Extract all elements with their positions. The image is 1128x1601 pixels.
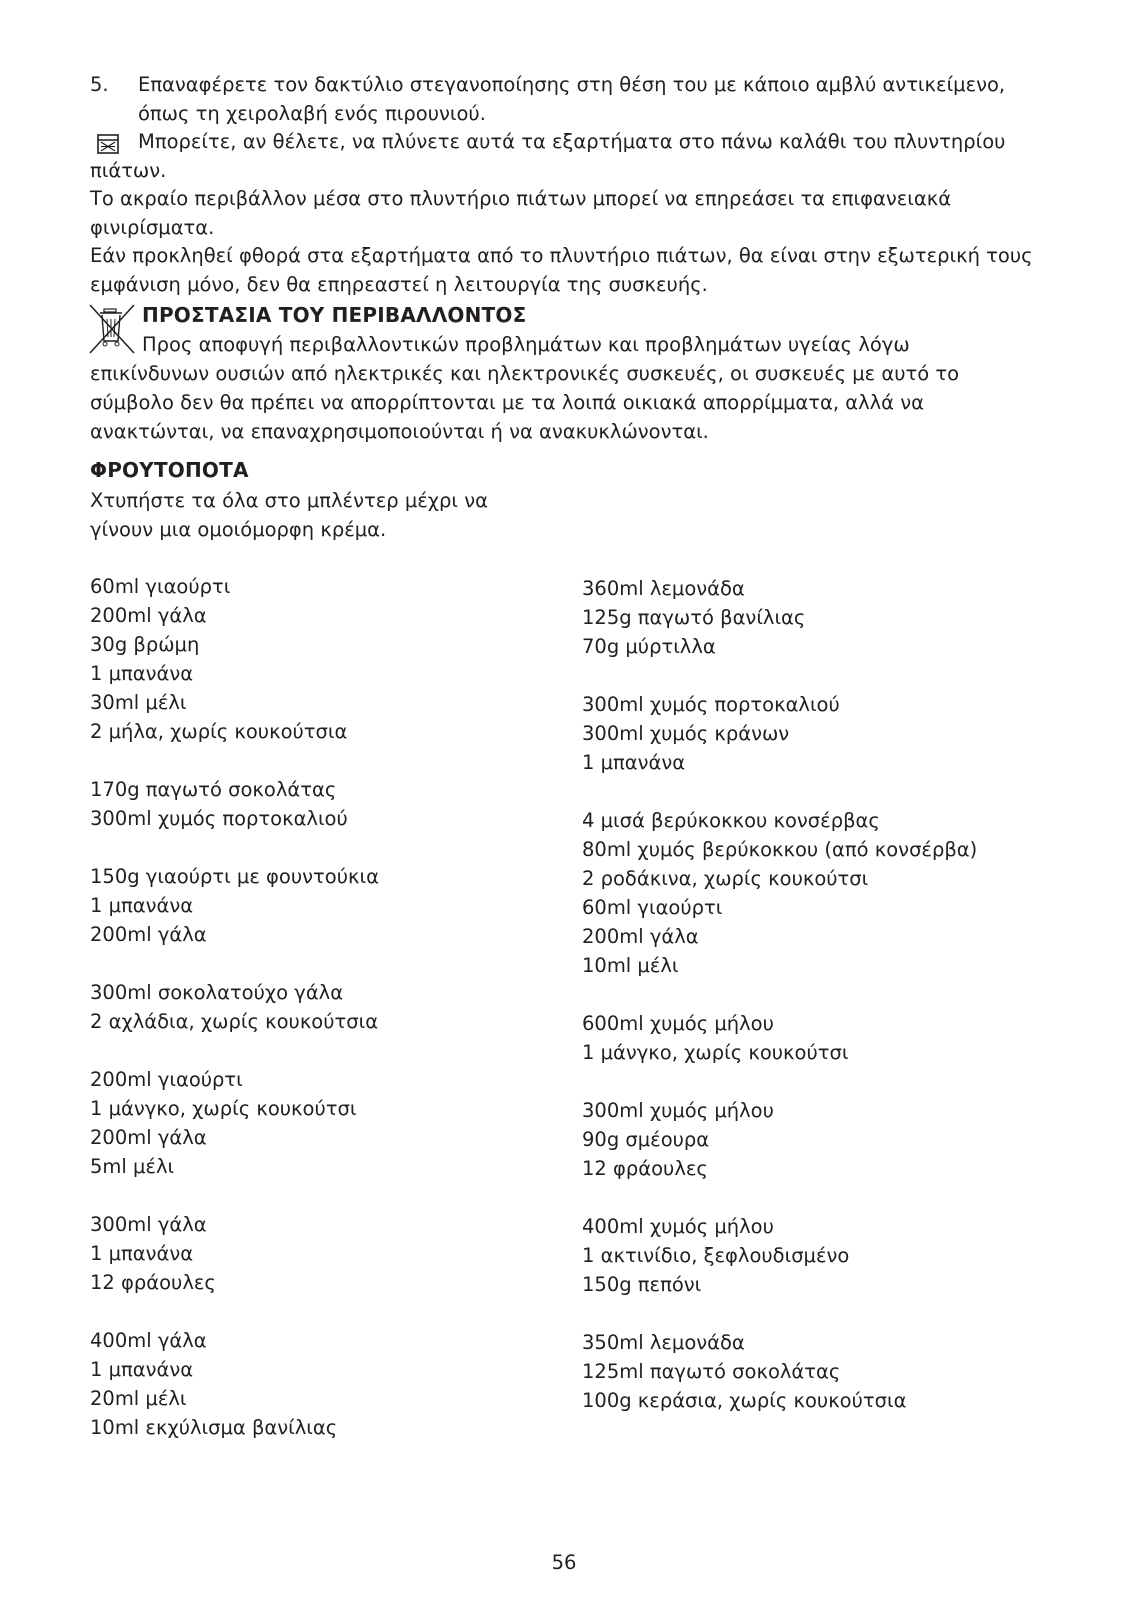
recipe-spacer (582, 1067, 977, 1096)
recipe-ingredient: 200ml γάλα (90, 604, 207, 627)
recipe-ingredient: 300ml χυμός κράνων (582, 722, 790, 745)
recipe-spacer (582, 1183, 977, 1212)
recipe-ingredient: 600ml χυμός μήλου (582, 1012, 774, 1035)
smoothies-intro-line-2: γίνουν μια ομοιόμορφη κρέμα. (90, 518, 387, 541)
recipe-spacer (90, 1297, 379, 1326)
recipe-ingredient: 1 μπανάνα (90, 1358, 194, 1381)
recipe (90, 862, 379, 949)
recipe-ingredient: 60ml γιαούρτι (582, 896, 723, 919)
page-number: 56 (551, 1551, 577, 1574)
recipe-ingredient: 1 μπανάνα (90, 894, 194, 917)
recipe-spacer (582, 661, 977, 690)
recipe-ingredient: 360ml λεμονάδα (582, 577, 745, 600)
recipe-ingredient: 80ml χυμός βερύκοκκου (από κονσέρβα) (582, 838, 978, 861)
recipe (582, 1212, 977, 1299)
recipe-ingredient: 12 φράουλες (582, 1157, 708, 1180)
recipe (90, 978, 379, 1036)
recipe-ingredient: 2 αχλάδια, χωρίς κουκούτσια (90, 1010, 379, 1033)
step-number: 5. (90, 73, 109, 96)
recipe (90, 775, 379, 833)
recipe-spacer (90, 833, 379, 862)
recipe-ingredient: 400ml γάλα (90, 1329, 207, 1352)
dishwasher-note-line-2: πιάτων. (90, 159, 167, 182)
environment-finish-note-line-1: Το ακραίο περιβάλλον μέσα στο πλυντήριο πιάτων μπορεί να επηρεάσει τα επιφανειακά (90, 187, 952, 210)
step-text-line-1: Επαναφέρετε τον δακτύλιο στεγανοποίησης στη θέση του με κάποιο αμβλύ αντικείμενο, (138, 73, 1006, 96)
recipe-spacer (90, 746, 379, 775)
recipe-ingredient: 30g βρώμη (90, 633, 200, 656)
recipe-ingredient: 20ml μέλι (90, 1387, 187, 1410)
environment-text-line-1: Προς αποφυγή περιβαλλοντικών προβλημάτων και προβλημάτων υγείας λόγω (142, 333, 910, 356)
recipe (90, 1326, 379, 1442)
recipe-ingredient: 1 μπανάνα (90, 1242, 194, 1265)
recipe-ingredient: 170g παγωτό σοκολάτας (90, 778, 337, 801)
recipe-ingredient: 200ml γάλα (90, 1126, 207, 1149)
recipe-ingredient: 200ml γάλα (90, 923, 207, 946)
recipe-spacer (582, 1299, 977, 1328)
recipe-ingredient: 300ml χυμός μήλου (582, 1099, 774, 1122)
environment-text-line-2: επικίνδυνων ουσιών από ηλεκτρικές και ηλεκτρονικές συσκευές, οι συσκευές με αυτό το (90, 362, 960, 385)
recipe-ingredient: 1 ακτινίδιο, ξεφλουδισμένο (582, 1244, 850, 1267)
recipe-ingredient: 12 φράουλες (90, 1271, 216, 1294)
recipe-spacer (90, 1181, 379, 1210)
recipe (90, 1210, 379, 1297)
recipe-ingredient: 2 ροδάκινα, χωρίς κουκούτσι (582, 867, 869, 890)
recipe-spacer (90, 949, 379, 978)
environment-text-line-3: σύμβολο δεν θα πρέπει να απορρίπτονται με τα λοιπά οικιακά απορρίμματα, αλλά να (90, 391, 924, 414)
recipe-ingredient: 10ml εκχύλισμα βανίλιας (90, 1416, 338, 1439)
dishwasher-icon (97, 134, 119, 154)
recipe (582, 574, 977, 661)
recipe-ingredient: 1 μπανάνα (582, 751, 686, 774)
damage-note-line-1: Εάν προκληθεί φθορά στα εξαρτήματα από το πλυντήριο πιάτων, θα είναι στην εξωτερική τους (90, 244, 1033, 267)
dishwasher-note-line-1: Μπορείτε, αν θέλετε, να πλύνετε αυτά τα εξαρτήματα στο πάνω καλάθι του πλυντηρίου (138, 130, 1006, 153)
recipe-ingredient: 125g παγωτό βανίλιας (582, 606, 806, 629)
recipe-ingredient: 400ml χυμός μήλου (582, 1215, 774, 1238)
damage-note-line-2: εμφάνιση μόνο, δεν θα επηρεαστεί η λειτουργία της συσκευής. (90, 273, 708, 296)
recipe-spacer (90, 1036, 379, 1065)
recipe-ingredient: 10ml μέλι (582, 954, 679, 977)
recipe (582, 1096, 977, 1183)
smoothies-intro-line-1: Χτυπήστε τα όλα στο μπλέντερ μέχρι να (90, 489, 488, 512)
recipe-ingredient: 90g σμέουρα (582, 1128, 710, 1151)
recipe (582, 1009, 977, 1067)
step-text-line-2: όπως τη χειρολαβή ενός πιρουνιού. (138, 102, 486, 125)
crossed-out-bin-icon (88, 303, 136, 355)
recipe-ingredient: 350ml λεμονάδα (582, 1331, 745, 1354)
recipe-ingredient: 300ml σοκολατούχο γάλα (90, 981, 344, 1004)
recipe-ingredient: 300ml χυμός πορτοκαλιού (582, 693, 840, 716)
recipe-ingredient: 1 μάνγκο, χωρίς κουκούτσι (90, 1097, 357, 1120)
recipe-spacer (582, 777, 977, 806)
recipe-ingredient: 200ml γιαούρτι (90, 1068, 243, 1091)
recipe-ingredient: 200ml γάλα (582, 925, 699, 948)
environment-finish-note-line-2: φινιρίσματα. (90, 216, 215, 239)
recipes-right-column (582, 574, 977, 1415)
recipe (90, 572, 379, 746)
recipe-ingredient: 2 μήλα, χωρίς κουκούτσια (90, 720, 348, 743)
recipe-ingredient: 1 μάνγκο, χωρίς κουκούτσι (582, 1041, 849, 1064)
recipe (582, 806, 977, 980)
recipe (90, 1065, 379, 1181)
recipe-ingredient: 150g γιαούρτι με φουντούκια (90, 865, 379, 888)
recipe-ingredient: 60ml γιαούρτι (90, 575, 231, 598)
recipes-left-column (90, 572, 379, 1442)
environment-heading: ΠΡΟΣΤΑΣΙΑ ΤΟΥ ΠΕΡΙΒΑΛΛΟΝΤΟΣ (142, 303, 527, 327)
recipe-ingredient: 5ml μέλι (90, 1155, 175, 1178)
recipe-ingredient: 4 μισά βερύκοκκου κονσέρβας (582, 809, 880, 832)
recipe-ingredient: 300ml χυμός πορτοκαλιού (90, 807, 348, 830)
recipe-ingredient: 1 μπανάνα (90, 662, 194, 685)
recipe-ingredient: 150g πεπόνι (582, 1273, 702, 1296)
recipe-ingredient: 30ml μέλι (90, 691, 187, 714)
smoothies-heading: ΦΡΟΥΤΟΠΟΤΑ (90, 458, 249, 482)
recipe (582, 690, 977, 777)
recipe-ingredient: 70g μύρτιλλα (582, 635, 716, 658)
recipe-spacer (582, 980, 977, 1009)
recipe (582, 1328, 977, 1415)
recipe-ingredient: 125ml παγωτό σοκολάτας (582, 1360, 841, 1383)
recipe-ingredient: 100g κεράσια, χωρίς κουκούτσια (582, 1389, 907, 1412)
recipe-ingredient: 300ml γάλα (90, 1213, 207, 1236)
environment-text-line-4: ανακτώνται, να επαναχρησιμοποιούνται ή να ανακυκλώνονται. (90, 420, 709, 443)
